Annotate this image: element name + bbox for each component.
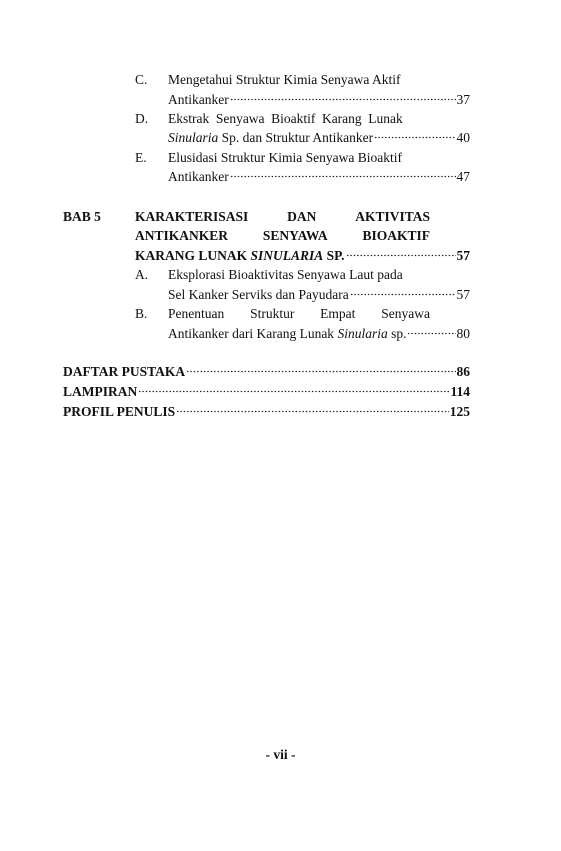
toc-e-page: 47 <box>456 169 470 184</box>
bab5-title-line3 <box>135 246 345 265</box>
dot-leader <box>350 286 456 296</box>
toc-d-rest: Sp. dan Struktur Antikanker <box>218 130 374 145</box>
bab5-entry[interactable] <box>135 246 470 265</box>
toc-profil-page: 125 <box>449 404 470 419</box>
toc-c-title-line2: Antikanker <box>168 92 229 107</box>
bab5-word: AKTIVITAS <box>355 209 430 224</box>
bab5-label: BAB 5 <box>63 209 101 224</box>
dot-leader <box>230 168 456 178</box>
toc-b5-text-b: sp. <box>387 326 407 341</box>
bab5-title-line1 <box>135 207 430 226</box>
toc-a5-title-line1: Eksplorasi Bioaktivitas Senyawa Laut pada <box>168 267 403 282</box>
dot-leader <box>176 403 449 413</box>
dot-leader <box>138 383 449 393</box>
toc-letter-b: B. <box>135 306 148 321</box>
bab5-text-b: SP. <box>323 248 345 263</box>
bab5-word: DAN <box>287 209 317 224</box>
bab5-page: 57 <box>456 248 470 263</box>
bab5-word: ANTIKANKER <box>135 228 229 243</box>
bab5-title-line2 <box>135 226 430 245</box>
toc-c-entry[interactable] <box>168 90 470 109</box>
bab5-italic: SINULARIA <box>250 248 324 263</box>
bab5-word: KARAKTERISASI <box>135 209 249 224</box>
toc-b5-title-line1 <box>168 304 430 323</box>
dot-leader <box>230 91 456 101</box>
dot-leader <box>374 129 455 139</box>
toc-lampiran[interactable] <box>63 382 470 401</box>
bab5-text-a: KARANG LUNAK <box>135 248 251 263</box>
dot-leader <box>186 363 455 373</box>
toc-letter-a: A. <box>135 267 149 282</box>
toc-letter-c: C. <box>135 72 148 87</box>
toc-letter-d: D. <box>135 111 149 126</box>
bab5-word: SENYAWA <box>262 228 328 243</box>
toc-c-page: 37 <box>456 92 470 107</box>
toc-e-title-line2: Antikanker <box>168 169 229 184</box>
toc-b5-word: Struktur <box>250 306 295 321</box>
toc-b5-italic: Sinularia <box>337 326 388 341</box>
page-number: - vii - <box>265 747 296 762</box>
dot-leader <box>407 325 455 335</box>
toc-b5-entry[interactable] <box>168 324 470 343</box>
toc-daftar-pustaka[interactable] <box>63 362 470 381</box>
toc-b5-word: Empat <box>320 306 356 321</box>
toc-c-title-line1: Mengetahui Struktur Kimia Senyawa Aktif <box>168 72 401 87</box>
toc-b5-title-line2 <box>168 324 406 343</box>
toc-profil-label: PROFIL PENULIS <box>63 404 176 419</box>
toc-b5-text-a: Antikanker dari Karang Lunak <box>168 326 338 341</box>
toc-d-title-line2 <box>168 128 373 147</box>
toc-lampiran-label: LAMPIRAN <box>63 384 138 399</box>
toc-b5-word: Penentuan <box>168 306 225 321</box>
toc-d-entry[interactable] <box>168 128 470 147</box>
toc-profil-penulis[interactable] <box>63 402 470 421</box>
toc-d-title-line1: Ekstrak Senyawa Bioaktif Karang Lunak <box>168 111 403 126</box>
toc-daftar-pustaka-page: 86 <box>456 364 470 379</box>
toc-b5-word: Senyawa <box>381 306 430 321</box>
toc-daftar-pustaka-label: DAFTAR PUSTAKA <box>63 364 186 379</box>
toc-e-entry[interactable] <box>168 167 470 186</box>
toc-a5-entry[interactable] <box>168 285 470 304</box>
toc-lampiran-page: 114 <box>450 384 470 399</box>
bab5-word: BIOAKTIF <box>362 228 430 243</box>
toc-letter-e: E. <box>135 150 147 165</box>
toc-a5-title-line2: Sel Kanker Serviks dan Payudara <box>168 287 349 302</box>
toc-b5-page: 80 <box>456 326 470 341</box>
toc-d-page: 40 <box>456 130 470 145</box>
dot-leader <box>346 247 456 257</box>
toc-d-italic: Sinularia <box>168 130 219 145</box>
toc-a5-page: 57 <box>456 287 470 302</box>
toc-e-title-line1: Elusidasi Struktur Kimia Senyawa Bioaktif <box>168 150 402 165</box>
